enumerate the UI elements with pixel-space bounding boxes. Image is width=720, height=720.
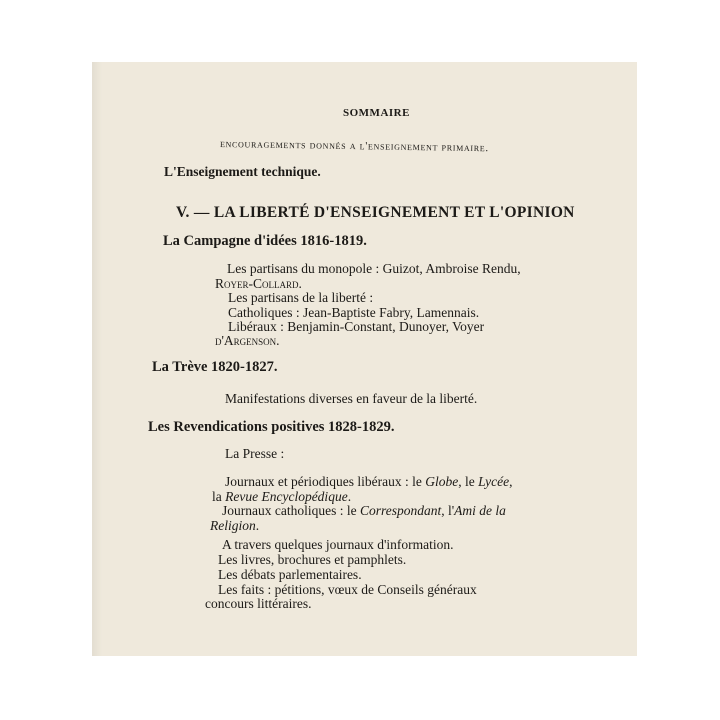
toc-heading: L'Enseignement technique.	[164, 164, 321, 179]
toc-line: A travers quelques journaux d'information.	[222, 537, 454, 552]
journal-title: Revue Encyclopédique	[225, 489, 348, 504]
toc-line	[210, 519, 259, 533]
toc-line: Libéraux : Benjamin-Constant, Dunoyer, Voyer	[228, 319, 485, 334]
toc-line	[227, 262, 521, 276]
section-title: V. — LA LIBERTÉ D'ENSEIGNEMENT ET L'OPINION	[176, 204, 575, 221]
toc-line	[225, 475, 513, 489]
toc-heading: La Campagne d'idées 1816-1819.	[163, 233, 367, 249]
toc-line: Les partisans de la liberté :	[228, 290, 374, 305]
toc-text: .	[255, 518, 260, 533]
journal-title: Lycée	[478, 474, 510, 489]
toc-text: Journaux catholiques : le	[222, 503, 360, 518]
toc-line: Royer-Collard.	[215, 276, 302, 291]
toc-text: la	[212, 489, 226, 504]
toc-line: Les débats parlementaires.	[218, 567, 362, 582]
toc-line: d'Argenson.	[215, 333, 280, 348]
toc-line: Les faits : pétitions, vœux de Conseils généraux	[218, 582, 477, 597]
toc-line: Manifestations diverses en faveur de la liberté.	[225, 391, 478, 406]
journal-title: Correspondant	[359, 503, 442, 518]
toc-text: , le	[458, 474, 479, 489]
running-header: SOMMAIRE	[343, 107, 410, 119]
toc-text: Journaux et périodiques libéraux : le	[225, 474, 426, 489]
toc-heading: Les Revendications positives 1828-1829.	[148, 419, 395, 435]
toc-text: .	[347, 489, 352, 504]
toc-line: Les livres, brochures et pamphlets.	[218, 552, 407, 567]
toc-line: La Presse :	[225, 446, 285, 461]
journal-title: Globe	[425, 474, 459, 489]
journal-title: Religion	[210, 518, 256, 533]
toc-text: , l'	[441, 503, 455, 518]
toc-text: Les partisans du monopole : Guizot, Ambroise Rendu,	[227, 261, 521, 276]
toc-heading: La Trève 1820-1827.	[152, 359, 278, 375]
journal-title: Ami de la	[454, 503, 506, 518]
book-page	[92, 62, 637, 656]
toc-text: ,	[509, 474, 513, 489]
toc-line	[222, 504, 506, 518]
toc-line: encouragements donnés a l'enseignement primaire.	[219, 138, 489, 155]
toc-line: Catholiques : Jean-Baptiste Fabry, Lamennais.	[228, 305, 480, 320]
toc-line: concours littéraires.	[205, 596, 312, 611]
toc-line	[212, 490, 351, 504]
